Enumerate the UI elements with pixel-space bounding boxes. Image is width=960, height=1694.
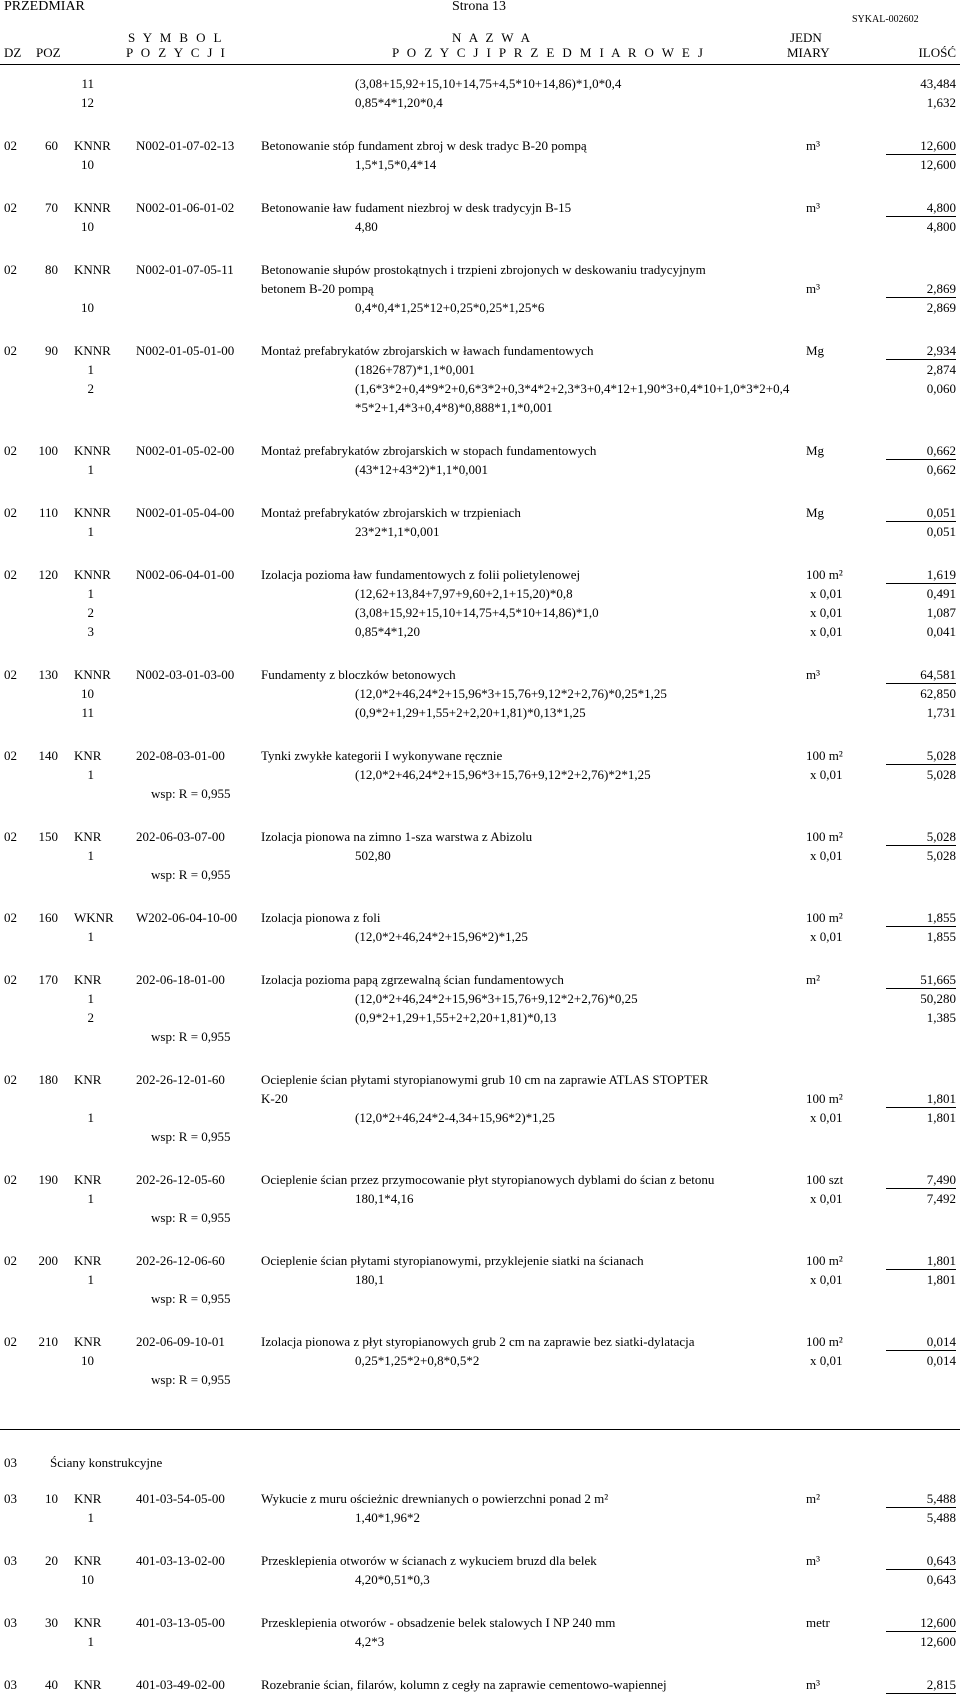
- measurement-quantity: 12,600: [920, 1634, 956, 1649]
- measurement-line-number: 10: [81, 157, 94, 172]
- doc-type-label: PRZEDMIAR: [4, 0, 85, 14]
- measurement-line-number: 3: [87, 624, 94, 639]
- col-unit-header: JEDN: [790, 30, 822, 45]
- item-title: Izolacja pozioma ław fundamentowych z folii polietylenowej: [261, 567, 581, 582]
- measurement-formula: (12,0*2+46,24*2-4,34+15,96*2)*1,25: [355, 1110, 555, 1125]
- item-catalog: KNNR: [74, 200, 111, 215]
- item-title: Ocieplenie ścian płytami styropianowymi, przyklejenie siatki na ścianach: [261, 1253, 644, 1268]
- item-total: 5,028: [886, 748, 956, 765]
- measurement-factor: x 0,01: [810, 1110, 843, 1125]
- item-title: Betonowanie stóp fundament zbroj w desk tradyc B-20 pompą: [261, 138, 587, 153]
- item-title: Betonowanie ław fudament niezbroj w desk tradycyjn B-15: [261, 200, 572, 215]
- measurement-line-number: 12: [81, 95, 94, 110]
- item-section-number: 02: [4, 1072, 17, 1087]
- measurement-quantity: 0,643: [926, 1572, 956, 1587]
- col-unit-header-2: MIARY: [787, 45, 830, 60]
- item-section-number: 03: [4, 1491, 17, 1506]
- item-code: 202-26-12-05-60: [136, 1172, 225, 1187]
- item-position-number: 180: [38, 1072, 58, 1087]
- measurement-line-number: 1: [87, 362, 94, 377]
- item-position-number: 10: [45, 1491, 58, 1506]
- measurement-formula: (43*12+43*2)*1,1*0,001: [355, 462, 488, 477]
- measurement-factor: x 0,01: [810, 586, 843, 601]
- measurement-line-number: 2: [87, 605, 94, 620]
- measurement-formula: 23*2*1,1*0,001: [355, 524, 440, 539]
- section-rule: [0, 1429, 960, 1430]
- measurement-line-number: 1: [87, 1191, 94, 1206]
- measurement-line-number: 1: [87, 767, 94, 782]
- item-total: 0,662: [886, 443, 956, 460]
- item-code: 202-26-12-06-60: [136, 1253, 225, 1268]
- item-unit: 100 m²: [806, 1334, 843, 1349]
- measurement-line-number: 1: [87, 929, 94, 944]
- measurement-line-number: 10: [81, 1353, 94, 1368]
- item-position-number: 160: [38, 910, 58, 925]
- item-total: 1,855: [886, 910, 956, 927]
- item-position-number: 210: [38, 1334, 58, 1349]
- measurement-quantity: 1,801: [926, 1272, 956, 1287]
- measurement-formula: (12,0*2+46,24*2+15,96*3+15,76+9,12*2+2,76)*0,25: [355, 991, 638, 1006]
- item-title: K-20: [261, 1091, 288, 1106]
- item-catalog: KNR: [74, 748, 102, 763]
- item-unit: metr: [806, 1615, 830, 1630]
- item-position-number: 190: [38, 1172, 58, 1187]
- item-unit: m³: [806, 138, 821, 153]
- measurement-quantity: 62,850: [920, 686, 956, 701]
- item-total: 64,581: [886, 667, 956, 684]
- item-section-number: 03: [4, 1553, 17, 1568]
- measurement-formula: 0,4*0,4*1,25*12+0,25*0,25*1,25*6: [355, 300, 545, 315]
- item-section-number: 02: [4, 972, 17, 987]
- measurement-quantity: 0,491: [926, 586, 956, 601]
- item-position-number: 20: [45, 1553, 58, 1568]
- measurement-line-number: 1: [87, 1510, 94, 1525]
- item-total: 0,051: [886, 505, 956, 522]
- item-catalog: KNNR: [74, 505, 111, 520]
- measurement-quantity: 1,385: [926, 1010, 956, 1025]
- item-section-number: 02: [4, 748, 17, 763]
- item-section-number: 02: [4, 1172, 17, 1187]
- item-section-number: 02: [4, 829, 17, 844]
- item-unit: Mg: [806, 343, 825, 358]
- item-code: N002-01-07-02-13: [136, 138, 235, 153]
- item-section-number: 02: [4, 443, 17, 458]
- measurement-factor: x 0,01: [810, 848, 843, 863]
- item-title: Przesklepienia otworów w ścianach z wykuciem bruzd dla belek: [261, 1553, 597, 1568]
- measurement-quantity: 2,869: [926, 300, 956, 315]
- measurement-line-number: 1: [87, 991, 94, 1006]
- measurement-formula: 0,85*4*1,20*0,4: [355, 95, 443, 110]
- item-code: 401-03-54-05-00: [136, 1491, 225, 1506]
- item-position-number: 60: [45, 138, 58, 153]
- item-title: Wykucie z muru ościeżnic drewnianych o powierzchni ponad 2 m²: [261, 1491, 609, 1506]
- measurement-quantity: 5,028: [926, 767, 956, 782]
- col-poz-header: POZ: [36, 45, 61, 60]
- measurement-quantity: 1,801: [926, 1110, 956, 1125]
- item-total: 0,014: [886, 1334, 956, 1351]
- item-catalog: KNR: [74, 1334, 102, 1349]
- measurement-quantity: 1,731: [926, 705, 956, 720]
- item-section-number: 02: [4, 910, 17, 925]
- item-section-number: 02: [4, 567, 17, 582]
- item-title: Izolacja pionowa z foli: [261, 910, 381, 925]
- measurement-formula: 4,2*3: [355, 1634, 385, 1649]
- measurement-quantity: 1,632: [926, 95, 956, 110]
- item-title: Ocieplenie ścian przez przymocowanie płyt styropianowych dyblami do ścian z betonu: [261, 1172, 715, 1187]
- measurement-formula: (1,6*3*2+0,4*9*2+0,6*3*2+0,3*4*2+2,3*3+0,4*12+1,90*3+0,4*10+1,0*3*2+0,4: [355, 381, 790, 396]
- item-unit: 100 m²: [806, 829, 843, 844]
- item-position-number: 120: [38, 567, 58, 582]
- measurement-line-number: 1: [87, 1272, 94, 1287]
- item-total: 5,028: [886, 829, 956, 846]
- coefficient-line: wsp: R = 0,955: [151, 786, 231, 801]
- item-position-number: 130: [38, 667, 58, 682]
- item-code: 202-06-18-01-00: [136, 972, 225, 987]
- item-code: 401-03-49-02-00: [136, 1677, 225, 1692]
- measurement-line-number: 10: [81, 300, 94, 315]
- item-title: Tynki zwykłe kategorii I wykonywane ręcznie: [261, 748, 503, 763]
- col-symbol-header-2: P O Z Y C J I: [126, 45, 228, 60]
- measurement-line-number: 1: [87, 586, 94, 601]
- item-unit: m³: [806, 281, 821, 296]
- measurement-formula: 4,20*0,51*0,3: [355, 1572, 430, 1587]
- measurement-quantity: 2,874: [926, 362, 956, 377]
- measurement-line-number: 1: [87, 524, 94, 539]
- item-code: N002-06-04-01-00: [136, 567, 235, 582]
- measurement-line-number: 2: [87, 381, 94, 396]
- item-unit: m³: [806, 1677, 821, 1692]
- item-unit: 100 m²: [806, 910, 843, 925]
- item-catalog: KNR: [74, 1253, 102, 1268]
- measurement-line-number: 10: [81, 219, 94, 234]
- measurement-quantity: 5,028: [926, 848, 956, 863]
- item-code: 202-26-12-01-60: [136, 1072, 225, 1087]
- coefficient-line: wsp: R = 0,955: [151, 1291, 231, 1306]
- measurement-formula: (0,9*2+1,29+1,55+2+2,20+1,81)*0,13*1,25: [355, 705, 586, 720]
- item-total: 7,490: [886, 1172, 956, 1189]
- item-section-number: 02: [4, 200, 17, 215]
- item-unit: m³: [806, 667, 821, 682]
- item-section-number: 02: [4, 138, 17, 153]
- item-catalog: WKNR: [74, 910, 114, 925]
- item-unit: m²: [806, 1491, 821, 1506]
- item-position-number: 30: [45, 1615, 58, 1630]
- measurement-line-number: 10: [81, 1572, 94, 1587]
- item-section-number: 02: [4, 505, 17, 520]
- measurement-formula: 1,5*1,5*0,4*14: [355, 157, 437, 172]
- item-title: Izolacja pionowa na zimno 1-sza warstwa z Abizolu: [261, 829, 533, 844]
- measurement-formula: (12,0*2+46,24*2+15,96*3+15,76+9,12*2+2,76)*2*1,25: [355, 767, 651, 782]
- measurement-formula: 0,25*1,25*2+0,8*0,5*2: [355, 1353, 480, 1368]
- measurement-factor: x 0,01: [810, 605, 843, 620]
- item-unit: 100 m²: [806, 1253, 843, 1268]
- measurement-quantity: 43,484: [920, 76, 956, 91]
- item-position-number: 150: [38, 829, 58, 844]
- item-title: Fundamenty z bloczków betonowych: [261, 667, 456, 682]
- measurement-line-number: 1: [87, 848, 94, 863]
- measurement-quantity: 1,855: [926, 929, 956, 944]
- measurement-factor: x 0,01: [810, 767, 843, 782]
- item-catalog: KNR: [74, 1615, 102, 1630]
- item-code: 202-06-09-10-01: [136, 1334, 225, 1349]
- measurement-formula: 180,1: [355, 1272, 385, 1287]
- item-code: 401-03-13-02-00: [136, 1553, 225, 1568]
- section-title: Ściany konstrukcyjne: [50, 1455, 163, 1470]
- measurement-formula: (1826+787)*1,1*0,001: [355, 362, 475, 377]
- measurement-quantity: 4,800: [926, 219, 956, 234]
- item-title: Izolacja pozioma papą zgrzewalną ścian fundamentowych: [261, 972, 564, 987]
- measurement-quantity: 0,014: [926, 1353, 956, 1368]
- item-title: Montaż prefabrykatów zbrojarskich w stopach fundamentowych: [261, 443, 597, 458]
- measurement-factor: x 0,01: [810, 1272, 843, 1287]
- measurement-formula: *5*2+1,4*3+0,4*8)*0,888*1,1*0,001: [355, 400, 553, 415]
- measurement-formula: 502,80: [355, 848, 391, 863]
- item-total: 0,643: [886, 1553, 956, 1570]
- item-total: 1,619: [886, 567, 956, 584]
- item-code: N002-01-05-01-00: [136, 343, 235, 358]
- item-unit: 100 m²: [806, 1091, 843, 1106]
- measurement-line-number: 10: [81, 686, 94, 701]
- item-title: Montaż prefabrykatów zbrojarskich w ławach fundamentowych: [261, 343, 594, 358]
- measurement-line-number: 1: [87, 1634, 94, 1649]
- item-code: 401-03-13-05-00: [136, 1615, 225, 1630]
- item-title: Betonowanie słupów prostokątnych i trzpieni zbrojonych w deskowaniu tradycyjnym: [261, 262, 706, 277]
- measurement-quantity: 1,087: [926, 605, 956, 620]
- item-unit: 100 szt: [806, 1172, 844, 1187]
- item-title: Przesklepienia otworów - obsadzenie belek stalowych I NP 240 mm: [261, 1615, 616, 1630]
- item-position-number: 110: [38, 505, 58, 520]
- item-code: 202-06-03-07-00: [136, 829, 225, 844]
- measurement-quantity: 0,051: [926, 524, 956, 539]
- measurement-quantity: 7,492: [926, 1191, 956, 1206]
- item-total: 1,801: [886, 1091, 956, 1108]
- item-catalog: KNR: [74, 1553, 102, 1568]
- item-catalog: KNR: [74, 1072, 102, 1087]
- item-catalog: KNNR: [74, 262, 111, 277]
- item-title: Ocieplenie ścian płytami styropianowymi grub 10 cm na zaprawie ATLAS STOPTER: [261, 1072, 709, 1087]
- item-title: Montaż prefabrykatów zbrojarskich w trzpieniach: [261, 505, 521, 520]
- item-position-number: 90: [45, 343, 58, 358]
- item-total: 51,665: [886, 972, 956, 989]
- item-section-number: 03: [4, 1615, 17, 1630]
- measurement-factor: x 0,01: [810, 624, 843, 639]
- page-number: Strona 13: [452, 0, 507, 14]
- measurement-quantity: 5,488: [926, 1510, 956, 1525]
- measurement-formula: 4,80: [355, 219, 378, 234]
- item-catalog: KNNR: [74, 138, 111, 153]
- measurement-formula: (3,08+15,92+15,10+14,75+4,5*10+14,86)*1,0: [355, 605, 599, 620]
- item-section-number: 02: [4, 1334, 17, 1349]
- item-title: betonem B-20 pompą: [261, 281, 374, 296]
- col-name-header: N A Z W A: [452, 30, 533, 45]
- item-catalog: KNR: [74, 1491, 102, 1506]
- item-unit: m²: [806, 972, 821, 987]
- item-total: 1,801: [886, 1253, 956, 1270]
- measurement-factor: x 0,01: [810, 929, 843, 944]
- measurement-quantity: 0,060: [926, 381, 956, 396]
- item-total: 2,815: [886, 1677, 956, 1694]
- item-catalog: KNNR: [74, 567, 111, 582]
- item-total: 4,800: [886, 200, 956, 217]
- item-section-number: 02: [4, 262, 17, 277]
- item-section-number: 02: [4, 667, 17, 682]
- measurement-formula: 0,85*4*1,20: [355, 624, 420, 639]
- item-position-number: 200: [38, 1253, 58, 1268]
- measurement-formula: (12,0*2+46,24*2+15,96*2)*1,25: [355, 929, 528, 944]
- item-code: N002-01-05-04-00: [136, 505, 235, 520]
- col-qty-header: ILOŚĆ: [918, 45, 956, 60]
- item-catalog: KNR: [74, 972, 102, 987]
- item-code: W202-06-04-10-00: [136, 910, 238, 925]
- measurement-line-number: 11: [81, 705, 94, 720]
- col-name-header-2: P O Z Y C J I P R Z E D M I A R O W E J: [392, 45, 706, 60]
- measurement-line-number: 11: [81, 76, 94, 91]
- measurement-formula: (0,9*2+1,29+1,55+2+2,20+1,81)*0,13: [355, 1010, 557, 1025]
- item-total: 2,934: [886, 343, 956, 360]
- item-title: Izolacja pionowa z płyt styropianowych grub 2 cm na zaprawie bez siatki-dylatacja: [261, 1334, 695, 1349]
- measurement-formula: (12,62+13,84+7,97+9,60+2,1+15,20)*0,8: [355, 586, 573, 601]
- document-code: SYKAL-002602: [852, 14, 919, 25]
- item-position-number: 40: [45, 1677, 58, 1692]
- measurement-formula: 1,40*1,96*2: [355, 1510, 420, 1525]
- measurement-quantity: 0,662: [926, 462, 956, 477]
- measurement-quantity: 0,041: [926, 624, 956, 639]
- item-code: N002-01-07-05-11: [136, 262, 234, 277]
- item-unit: Mg: [806, 443, 825, 458]
- item-total: 2,869: [886, 281, 956, 298]
- coefficient-line: wsp: R = 0,955: [151, 867, 231, 882]
- item-section-number: 02: [4, 343, 17, 358]
- item-position-number: 70: [45, 200, 58, 215]
- item-position-number: 80: [45, 262, 58, 277]
- item-unit: m³: [806, 1553, 821, 1568]
- measurement-quantity: 50,280: [920, 991, 956, 1006]
- item-catalog: KNNR: [74, 443, 111, 458]
- measurement-formula: 180,1*4,16: [355, 1191, 414, 1206]
- item-total: 12,600: [886, 1615, 956, 1632]
- measurement-formula: (3,08+15,92+15,10+14,75+4,5*10+14,86)*1,0*0,4: [355, 76, 622, 91]
- coefficient-line: wsp: R = 0,955: [151, 1372, 231, 1387]
- item-code: N002-01-05-02-00: [136, 443, 235, 458]
- item-position-number: 140: [38, 748, 58, 763]
- item-position-number: 100: [38, 443, 58, 458]
- measurement-quantity: 12,600: [920, 157, 956, 172]
- header-rule: [0, 64, 960, 65]
- measurement-formula: (12,0*2+46,24*2+15,96*3+15,76+9,12*2+2,76)*0,25*1,25: [355, 686, 667, 701]
- item-total: 12,600: [886, 138, 956, 155]
- coefficient-line: wsp: R = 0,955: [151, 1129, 231, 1144]
- item-position-number: 170: [38, 972, 58, 987]
- item-section-number: 02: [4, 1253, 17, 1268]
- item-unit: m³: [806, 200, 821, 215]
- item-unit: 100 m²: [806, 567, 843, 582]
- item-catalog: KNR: [74, 829, 102, 844]
- measurement-factor: x 0,01: [810, 1191, 843, 1206]
- item-code: 202-08-03-01-00: [136, 748, 225, 763]
- coefficient-line: wsp: R = 0,955: [151, 1029, 231, 1044]
- item-catalog: KNR: [74, 1172, 102, 1187]
- measurement-factor: x 0,01: [810, 1353, 843, 1368]
- item-catalog: KNNR: [74, 667, 111, 682]
- item-code: N002-03-01-03-00: [136, 667, 235, 682]
- item-section-number: 03: [4, 1677, 17, 1692]
- item-title: Rozebranie ścian, filarów, kolumn z cegły na zaprawie cementowo-wapiennej: [261, 1677, 667, 1692]
- measurement-line-number: 2: [87, 1010, 94, 1025]
- item-unit: 100 m²: [806, 748, 843, 763]
- item-total: 5,488: [886, 1491, 956, 1508]
- item-unit: Mg: [806, 505, 825, 520]
- coefficient-line: wsp: R = 0,955: [151, 1210, 231, 1225]
- item-catalog: KNR: [74, 1677, 102, 1692]
- col-dz-header: DZ: [4, 45, 22, 60]
- section-number: 03: [4, 1455, 17, 1470]
- col-symbol-header: S Y M B O L: [128, 30, 224, 45]
- measurement-line-number: 1: [87, 462, 94, 477]
- item-code: N002-01-06-01-02: [136, 200, 235, 215]
- item-catalog: KNNR: [74, 343, 111, 358]
- measurement-line-number: 1: [87, 1110, 94, 1125]
